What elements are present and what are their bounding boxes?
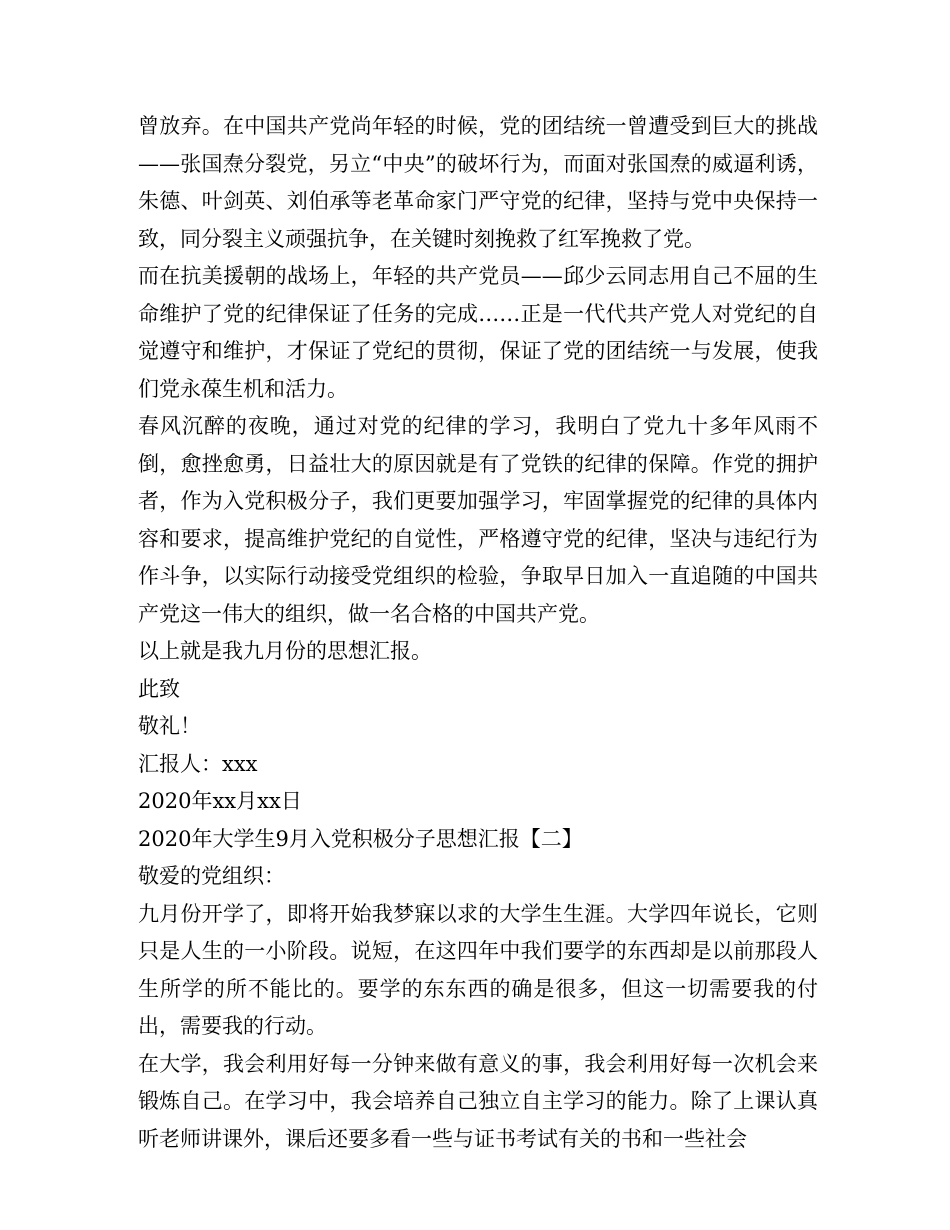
report-date: 2020年xx月xx日 (138, 789, 302, 813)
section-paragraph-2: 在大学，我会利用好每一分钟来做有意义的事，我会利用好每一次机会来锻炼自己。在学习中，我会培养自己独立自主学习的能力。除了上课认真听老师讲课外，课后还要多看一些与证书考试有关的书和一些社会 (138, 1051, 818, 1151)
section-title: 2020年大学生9月入党积极分子思想汇报【二】 (138, 826, 583, 851)
body-paragraph-2: 而在抗美援朝的战场上，年轻的共产党员——邱少云同志用自己不屈的生命维护了党的纪律保证了任务的完成……正是一代代共产党人对党纪的自觉遵守和维护，才保证了党纪的贯彻，保证了党的团结统一与发展，使我们党永葆生机和活力。 (138, 264, 818, 401)
closing-summary: 以上就是我九月份的思想汇报。 (138, 639, 432, 663)
reporter-signature: 汇报人：xxx (138, 751, 258, 776)
section-greeting: 敬爱的党组织： (138, 864, 285, 888)
body-paragraph-3: 春风沉醉的夜晚，通过对党的纪律的学习，我明白了党九十多年风雨不倒，愈挫愈勇，日益壮大的原因就是有了党铁的纪律的保障。作党的拥护者，作为入党积极分子，我们更要加强学习，牢固掌握党的纪律的具体内容和要求，提高维护党纪的自觉性，严格遵守党的纪律，坚决与违纪行为作斗争，以实际行动接受党组织的检验，争取早日加入一直追随的中国共产党这一伟大的组织，做一名合格的中国共产党。 (138, 414, 818, 626)
body-paragraph-1: 曾放弃。在中国共产党尚年轻的时候，党的团结统一曾遭受到巨大的挑战——张国焘分裂党，另立“中央”的破坏行为，而面对张国焘的威逼利诱，朱德、叶剑英、刘伯承等老革命家门严守党的纪律，坚持与党中央保持一致，同分裂主义顽强抗争，在关键时刻挽救了红军挽救了党。 (138, 114, 818, 251)
closing-respect: 敬礼！ (138, 714, 201, 738)
document-page (138, 108, 818, 1158)
closing-salutation: 此致 (138, 676, 180, 701)
section-paragraph-1: 九月份开学了，即将开始我梦寐以求的大学生生涯。大学四年说长，它则只是人生的一小阶段。说短，在这四年中我们要学的东西却是以前那段人生所学的所不能比的。要学的东东西的确是很多，但这一切需要我的付出，需要我的行动。 (138, 901, 818, 1038)
